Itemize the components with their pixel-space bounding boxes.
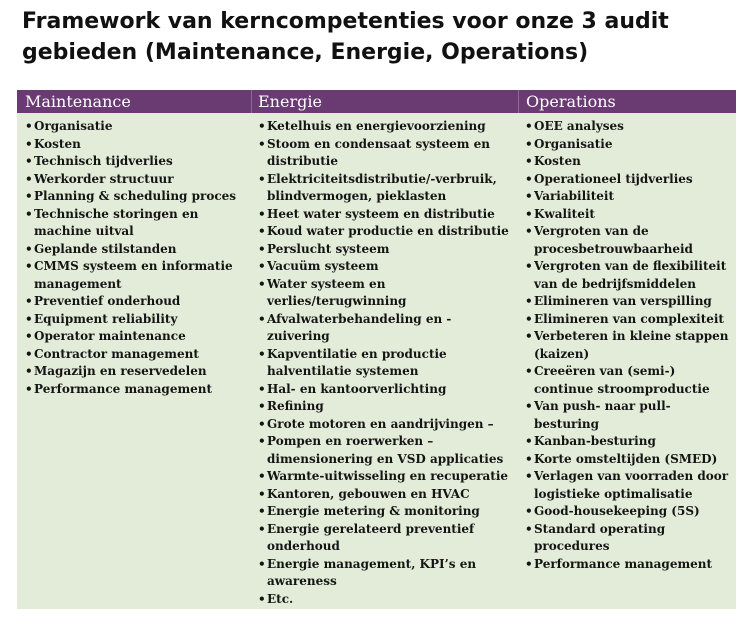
- list-item: • Kantoren, gebouwen en HVAC: [258, 486, 513, 504]
- list-item: • Kapventilatie en productie halventilatie systemen: [258, 346, 513, 381]
- maintenance-column: [25, 118, 253, 398]
- list-item: • Operationeel tijdverlies: [525, 171, 733, 189]
- page-title: Framework van kerncompetenties voor onze 3 audit gebieden (Maintenance, Energie, Operations): [22, 9, 669, 65]
- list-item: • Elimineren van verspilling: [525, 293, 733, 311]
- list-item: • Vergroten van de flexibiliteit van de bedrijfsmiddelen: [525, 258, 733, 293]
- list-item: • Operator maintenance: [25, 328, 253, 346]
- list-item: • Stoom en condensaat systeem en distributie: [258, 136, 513, 171]
- list-item: • Elektriciteitsdistributie/-verbruik, blindvermogen, pieklasten: [258, 171, 513, 206]
- list-item: • Kwaliteit: [525, 206, 733, 224]
- list-item: • Creeëren van (semi-) continue stroomproductie: [525, 363, 733, 398]
- header-divider: [518, 90, 519, 113]
- list-item: • Verlagen van voorraden door logistieke optimalisatie: [525, 468, 733, 503]
- list-item: • Water systeem en verlies/terugwinning: [258, 276, 513, 311]
- list-item: • Contractor management: [25, 346, 253, 364]
- table-header-row: [17, 90, 736, 113]
- list-item: • Preventief onderhoud: [25, 293, 253, 311]
- list-item: • Pompen en roerwerken – dimensionering en VSD applicaties: [258, 433, 513, 468]
- list-item: • Ketelhuis en energievoorziening: [258, 118, 513, 136]
- header-operations: Operations: [526, 92, 616, 111]
- list-item: • Werkorder structuur: [25, 171, 253, 189]
- list-item: • Energie management, KPI’s en awareness: [258, 556, 513, 591]
- list-item: • Van push- naar pull-besturing: [525, 398, 733, 433]
- list-item: • Hal- en kantoorverlichting: [258, 381, 513, 399]
- header-energie: Energie: [258, 92, 322, 111]
- list-item: • Kosten: [25, 136, 253, 154]
- header-maintenance: Maintenance: [25, 92, 131, 111]
- list-item: • Vacuüm systeem: [258, 258, 513, 276]
- list-item: • Elimineren van complexiteit: [525, 311, 733, 329]
- list-item: • Performance management: [25, 381, 253, 399]
- list-item: • Perslucht systeem: [258, 241, 513, 259]
- list-item: • Heet water systeem en distributie: [258, 206, 513, 224]
- list-item: • CMMS systeem en informatie management: [25, 258, 253, 293]
- list-item: • OEE analyses: [525, 118, 733, 136]
- list-item: • Afvalwaterbehandeling en -zuivering: [258, 311, 513, 346]
- list-item: • Organisatie: [25, 118, 253, 136]
- list-item: • Vergroten van de procesbetrouwbaarheid: [525, 223, 733, 258]
- list-item: • Kanban-besturing: [525, 433, 733, 451]
- list-item: • Verbeteren in kleine stappen (kaizen): [525, 328, 733, 363]
- competency-table: [17, 90, 736, 609]
- header-divider: [251, 90, 252, 113]
- list-item: • Energie metering & monitoring: [258, 503, 513, 521]
- list-item: • Technische storingen en machine uitval: [25, 206, 253, 241]
- list-item: • Variabiliteit: [525, 188, 733, 206]
- list-item: • Good-housekeeping (5S): [525, 503, 733, 521]
- list-item: • Organisatie: [525, 136, 733, 154]
- list-item: • Warmte-uitwisseling en recuperatie: [258, 468, 513, 486]
- list-item: • Grote motoren en aandrijvingen –: [258, 416, 513, 434]
- list-item: • Geplande stilstanden: [25, 241, 253, 259]
- list-item: • Energie gerelateerd preventief onderhoud: [258, 521, 513, 556]
- list-item: • Standard operating procedures: [525, 521, 733, 556]
- list-item: • Magazijn en reservedelen: [25, 363, 253, 381]
- list-item: • Korte omsteltijden (SMED): [525, 451, 733, 469]
- list-item: • Kosten: [525, 153, 733, 171]
- list-item: • Performance management: [525, 556, 733, 574]
- list-item: • Equipment reliability: [25, 311, 253, 329]
- list-item: • Planning & scheduling proces: [25, 188, 253, 206]
- list-item: • Etc.: [258, 591, 513, 609]
- operations-column: [525, 118, 733, 573]
- list-item: • Koud water productie en distributie: [258, 223, 513, 241]
- list-item: • Refining: [258, 398, 513, 416]
- list-item: • Technisch tijdverlies: [25, 153, 253, 171]
- energie-column: [258, 118, 513, 608]
